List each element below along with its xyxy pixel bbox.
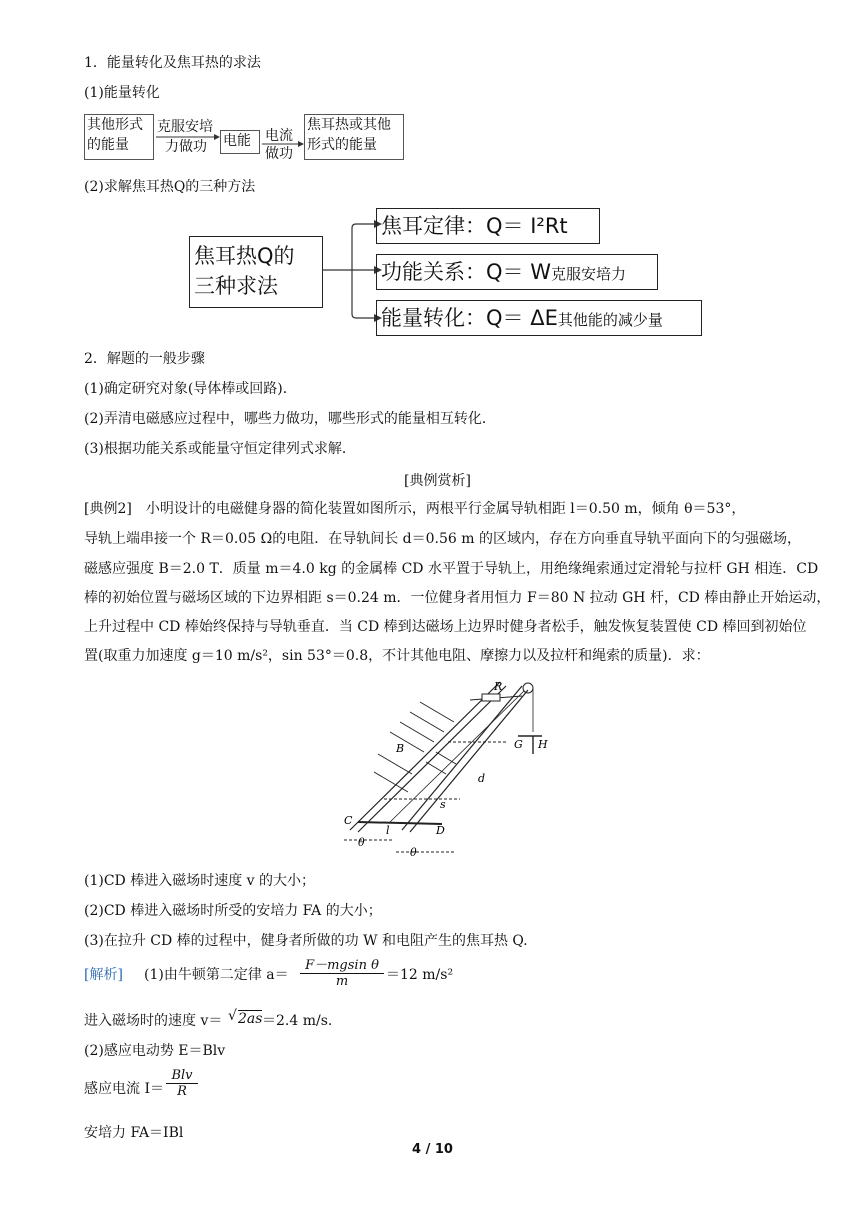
sub-energy-conversion: (1)能量转化 [84, 85, 160, 101]
flow-arrow-text: 力做功 [165, 139, 207, 155]
label-C: C [344, 814, 353, 827]
method-work-energy-text: 功能关系：Q＝ W [381, 260, 551, 284]
flow-box-line: 的能量 [87, 137, 129, 153]
flow-box-other-energy [84, 114, 154, 160]
sqrt-icon: √ [228, 1008, 237, 1024]
pulley-icon [523, 683, 533, 693]
flow-box-joule-heat [304, 114, 404, 160]
methods-left-line: 三种求法 [194, 274, 278, 298]
label-d: d [478, 772, 486, 785]
solution-step3: (2)感应电动势 E＝Blv [84, 1043, 226, 1059]
label-R: R [494, 680, 503, 693]
method-energy-conversion [376, 300, 702, 336]
label-theta: θ [410, 846, 417, 858]
section-title: [典例赏析] [404, 473, 471, 489]
methods-left-box [189, 236, 323, 308]
method-energy-conversion-sub: 其他能的减少量 [557, 311, 663, 329]
method-work-energy [376, 254, 658, 290]
solution-step4-prefix: 感应电流 I＝ [84, 1081, 164, 1097]
problem-line: 上升过程中 CD 棒始终保持与导轨垂直．当 CD 棒到达磁场上边界时健身者松手，触发恢复装置使 CD 棒回到初始位 [84, 619, 807, 635]
question-line: (2)CD 棒进入磁场时所受的安培力 FA 的大小； [84, 903, 382, 919]
fraction-numerator: Blv [171, 1068, 193, 1083]
label-G: G [514, 738, 523, 751]
problem-line: 棒的初始位置与磁场区域的下边界相距 s＝0.24 m．一位健身者用恒力 F＝80 N 拉动 GH 杆，CD 棒由静止开始运动， [84, 590, 831, 606]
step-line: (3)根据功能关系或能量守恒定律列式求解． [84, 441, 356, 457]
solution-step2-prefix: 进入磁场时的速度 v＝ [84, 1013, 223, 1029]
solution-step2-result: ＝2.4 m/s. [262, 1013, 333, 1029]
solution-step1-result: ＝12 m/s² [386, 967, 454, 983]
step-line: (1)确定研究对象(导体棒或回路)． [84, 381, 297, 397]
label-H: H [538, 738, 548, 751]
problem-line: [典例2] 小明设计的电磁健身器的简化装置如图所示，两根平行金属导轨相距 l＝0.50 m，倾角 θ＝53°， [84, 501, 746, 517]
methods-branch-arrows [322, 210, 382, 328]
methods-left-line: 焦耳热Q的 [194, 244, 295, 268]
method-energy-conversion-text: 能量转化：Q＝ ΔE [381, 306, 558, 330]
incline-rails-figure [330, 672, 550, 858]
solution-fraction-a [300, 954, 384, 989]
flow-arrow1-icon [154, 130, 220, 142]
page-number: 4 / 10 [412, 1142, 453, 1157]
problem-line: 置(取重力加速度 g＝10 m/s²，sin 53°＝0.8，不计其他电阻、摩擦力以及拉杆和绳索的质量)．求： [84, 648, 710, 664]
label-s: s [440, 798, 446, 811]
step-line: (2)弄清电磁感应过程中，哪些力做功，哪些形式的能量相互转化． [84, 411, 496, 427]
flow-arrow-text: 电流 [265, 128, 293, 144]
label-D: D [436, 824, 445, 837]
flow-box-line: 焦耳热或其他 [307, 117, 391, 133]
resistor-icon [482, 694, 500, 701]
flow-box-line: 其他形式 [87, 117, 143, 133]
label-l: l [386, 824, 390, 837]
question-line: (1)CD 棒进入磁场时速度 v 的大小； [84, 873, 316, 889]
solution-step1-prefix: (1)由牛顿第二定律 a＝ [144, 967, 289, 983]
solution-step5: 安培力 FA＝IBl [84, 1125, 184, 1141]
solution-tag: [解析] [84, 967, 123, 983]
flow-arrow-text: 做功 [265, 146, 293, 162]
flow-arrow-text: 克服安培 [157, 119, 213, 135]
solution-step2-root: 2as [238, 1011, 263, 1027]
solution-fraction-i [166, 1068, 198, 1099]
method-work-energy-sub: 克服安培力 [550, 265, 626, 283]
problem-line: 磁感应强度 B＝2.0 T．质量 m＝4.0 kg 的金属棒 CD 水平置于导轨上，用绝缘绳索通过定滑轮与拉杆 GH 相连．CD [84, 561, 819, 577]
problem-line: 导轨上端串接一个 R＝0.05 Ω的电阻．在导轨间长 d＝0.56 m 的区域内，存在方向垂直导轨平面向下的匀强磁场， [84, 531, 801, 547]
heading-solution-steps: 2．解题的一般步骤 [84, 351, 205, 367]
fraction-denominator: R [166, 1083, 198, 1099]
heading-energy-conversion: 1．能量转化及焦耳热的求法 [84, 55, 261, 71]
label-B: B [396, 742, 405, 755]
flow-box-line: 形式的能量 [307, 137, 377, 153]
flow-arrow2-icon [260, 138, 304, 150]
label-theta: θ [358, 836, 365, 849]
flow-box-electric-energy: 电能 [220, 130, 260, 154]
fraction-denominator: m [300, 973, 384, 989]
question-line: (3)在拉升 CD 棒的过程中，健身者所做的功 W 和电阻产生的焦耳热 Q. [84, 933, 528, 949]
method-joule-law: 焦耳定律：Q＝ I²Rt [376, 208, 600, 244]
fraction-numerator: F－mgsin θ [305, 958, 379, 973]
sub-joule-methods: (2)求解焦耳热Q的三种方法 [84, 179, 256, 195]
